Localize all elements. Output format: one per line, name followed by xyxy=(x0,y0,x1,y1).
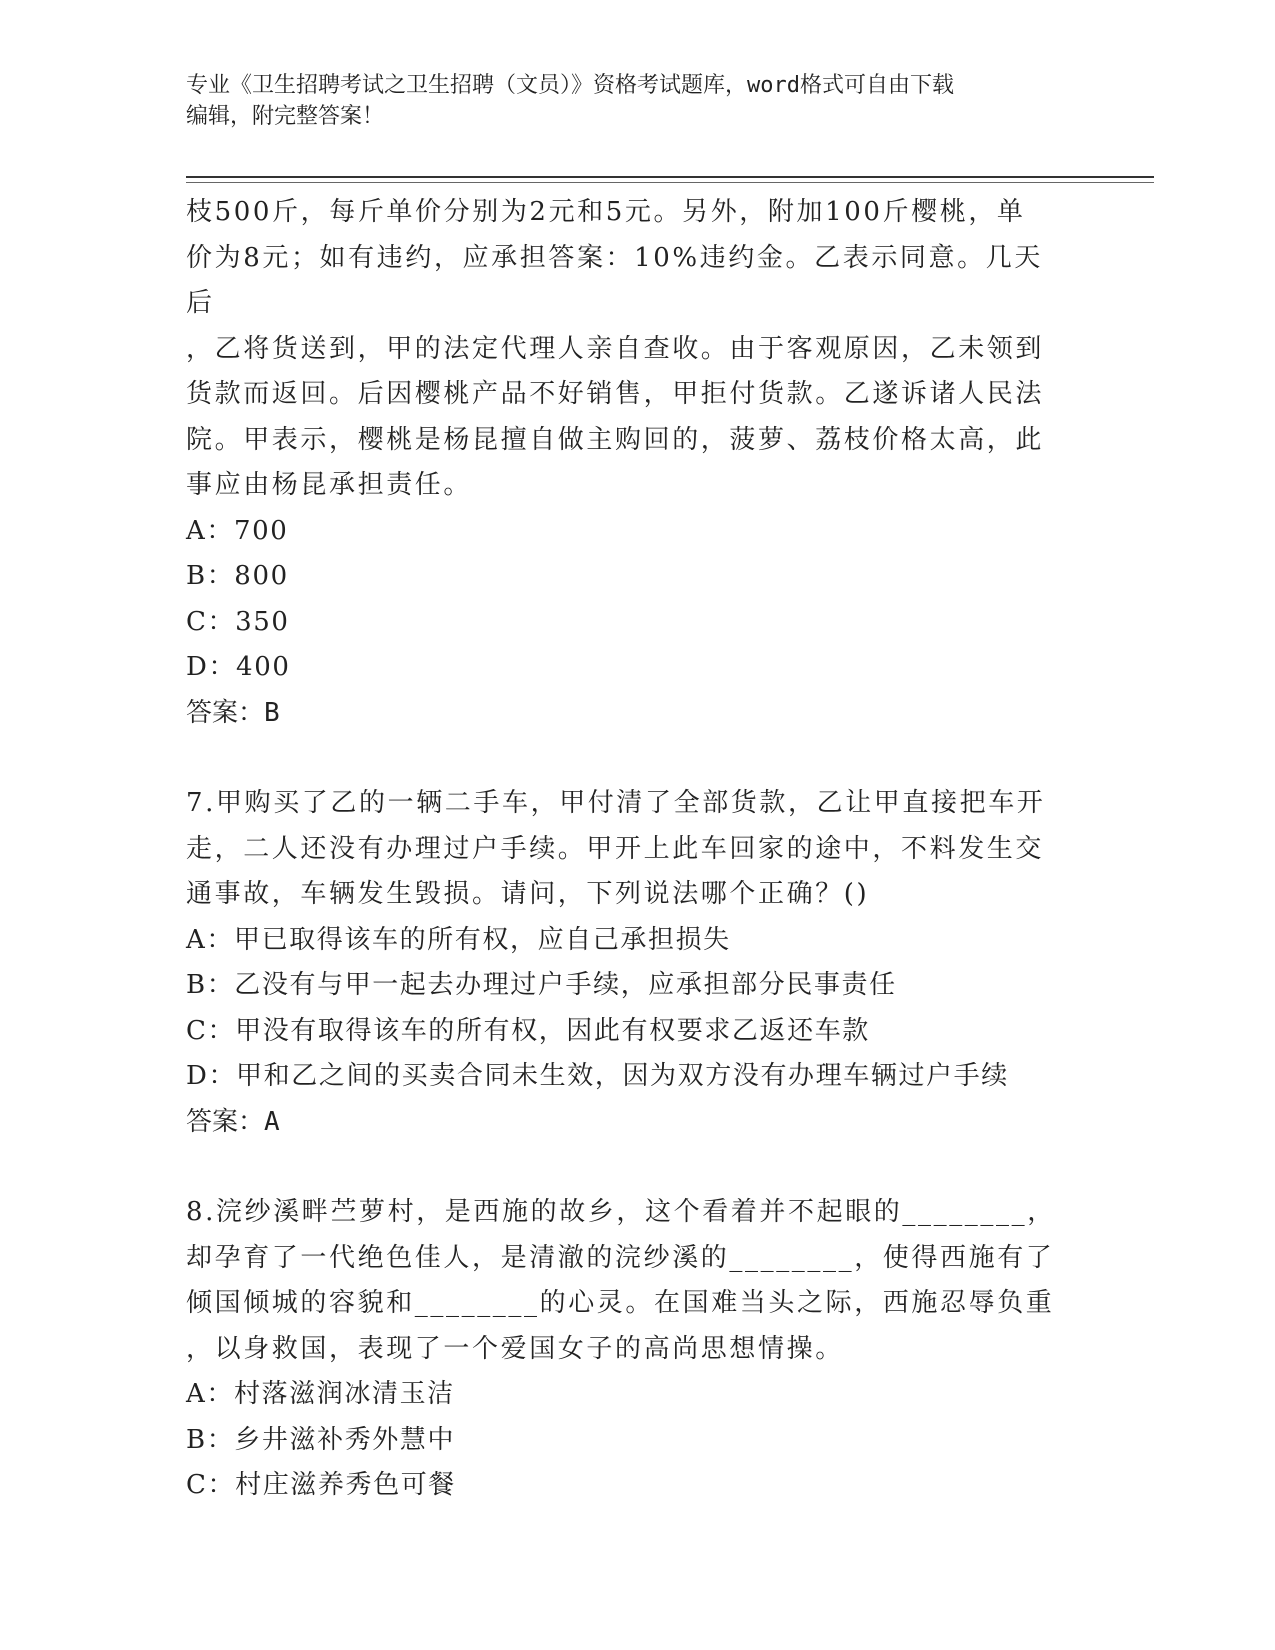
option-d: D：甲和乙之间的买卖合同未生效，因为双方没有办理车辆过户手续 xyxy=(186,1061,1009,1091)
answer-line: 答案：B xyxy=(186,697,280,728)
question-text-line: 枝500斤，每斤单价分别为2元和5元。另外，附加100斤樱桃，单 xyxy=(186,197,1026,227)
question-text-line: 货款而返回。后因樱桃产品不好销售，甲拒付货款。乙遂诉诸人民法 xyxy=(186,379,1045,409)
header-title-line-1: 专业《卫生招聘考试之卫生招聘（文员）》资格考试题库，word格式可自由下载 xyxy=(186,73,954,98)
option-a: A：村落滋润冰清玉洁 xyxy=(186,1379,455,1409)
question-text-line: 价为8元；如有违约，应承担答案：10%违约金。乙表示同意。几天后 xyxy=(186,242,1043,318)
question-text-line: 院。甲表示，樱桃是杨昆擅自做主购回的，菠萝、荔枝价格太高，此 xyxy=(186,424,1045,455)
header-title-line-2: 编辑，附完整答案！ xyxy=(186,104,385,129)
option-c: C：350 xyxy=(186,606,290,637)
option-c: C：甲没有取得该车的所有权，因此有权要求乙返还车款 xyxy=(186,1015,870,1046)
document-body xyxy=(186,190,1066,1509)
option-b: B：800 xyxy=(186,561,289,591)
page-header xyxy=(186,70,1066,132)
question-6 xyxy=(186,190,1066,736)
question-text-line: 事应由杨昆承担责任。 xyxy=(186,470,473,500)
option-a: A：甲已取得该车的所有权，应自己承担损失 xyxy=(186,924,731,955)
header-divider-thin xyxy=(186,182,1154,183)
question-text-line: 却孕育了一代绝色佳人，是清澈的浣纱溪的________，使得西施有了 xyxy=(186,1242,1055,1273)
answer-line: 答案：A xyxy=(186,1106,280,1137)
question-text-line: 7.甲购买了乙的一辆二手车，甲付清了全部货款，乙让甲直接把车开 xyxy=(186,788,1046,818)
question-text-line: 8.浣纱溪畔苎萝村，是西施的故乡，这个看着并不起眼的________， xyxy=(186,1197,1056,1227)
question-8 xyxy=(186,1190,1066,1509)
question-text-line: 倾国倾城的容貌和________的心灵。在国难当头之际，西施忍辱负重 xyxy=(186,1288,1055,1318)
option-b: B：乙没有与甲一起去办理过户手续，应承担部分民事责任 xyxy=(186,970,897,1000)
option-d: D：400 xyxy=(186,652,291,682)
question-text-line: ，以身救国，表现了一个爱国女子的高尚思想情操。 xyxy=(186,1333,844,1364)
question-text-line: 通事故，车辆发生毁损。请问，下列说法哪个正确？() xyxy=(186,879,870,909)
option-c: C：村庄滋养秀色可餐 xyxy=(186,1470,456,1500)
header-divider xyxy=(186,176,1154,178)
option-a: A：700 xyxy=(186,515,289,546)
question-text-line: 走，二人还没有办理过户手续。甲开上此车回家的途中，不料发生交 xyxy=(186,833,1045,864)
question-7 xyxy=(186,781,1066,1145)
question-text-line: ，乙将货送到，甲的法定代理人亲自查收。由于客观原因，乙未领到 xyxy=(186,333,1045,364)
option-b: B：乡井滋补秀外慧中 xyxy=(186,1424,456,1455)
